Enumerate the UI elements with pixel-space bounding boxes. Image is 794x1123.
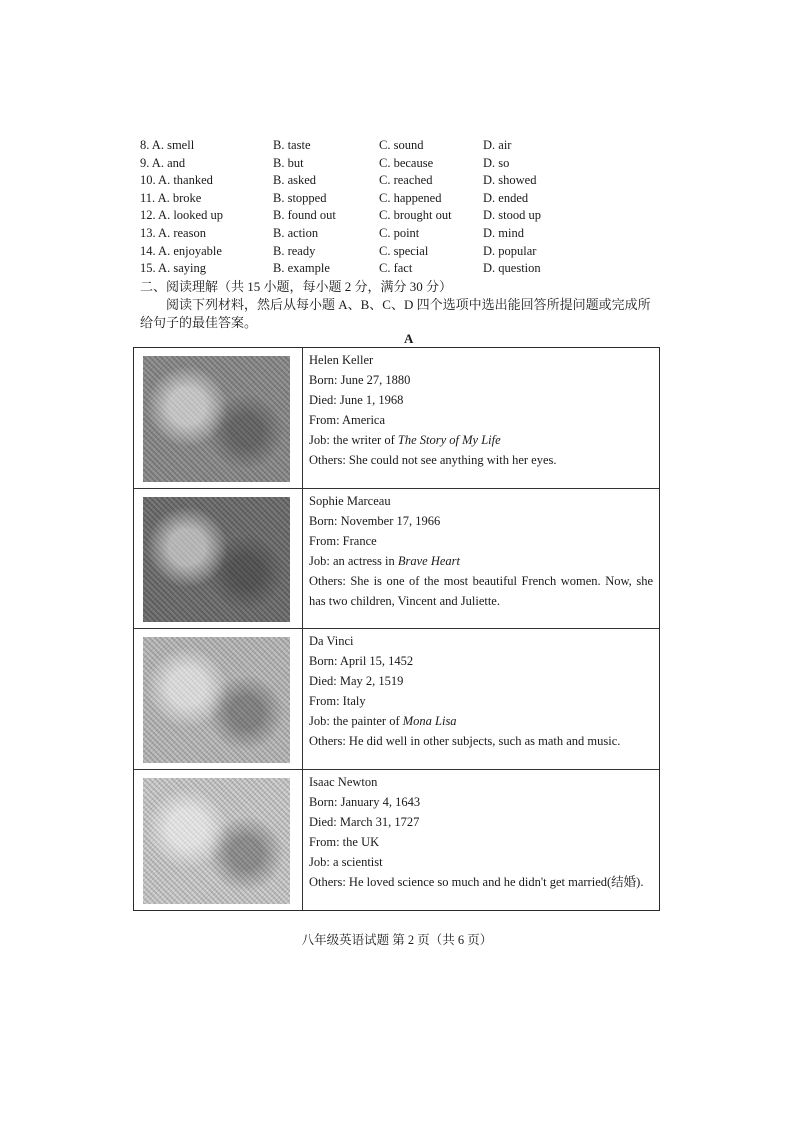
person-job xyxy=(309,852,653,872)
option-c: C. reached xyxy=(379,173,433,188)
option-b: B. stopped xyxy=(273,190,327,205)
portrait-photo xyxy=(143,356,290,482)
person-from: From: France xyxy=(309,533,377,548)
photo-cell xyxy=(134,489,303,629)
option-b: B. but xyxy=(273,155,304,170)
option-c: C. sound xyxy=(379,138,424,152)
job-prefix: Job: an actress in xyxy=(309,553,398,568)
option-c: C. happened xyxy=(379,190,442,205)
person-died: Died: June 1, 1968 xyxy=(309,393,404,407)
page-footer: 八年级英语试题 第 2 页（共 6 页） xyxy=(301,933,493,947)
option-b: B. found out xyxy=(273,208,336,223)
option-row xyxy=(140,243,700,261)
portrait-photo xyxy=(143,497,290,623)
option-d: D. mind xyxy=(483,225,524,240)
cloze-options xyxy=(140,137,700,278)
option-b: B. asked xyxy=(273,173,317,188)
person-from: From: the UK xyxy=(309,834,380,849)
option-c: C. brought out xyxy=(379,208,452,223)
option-d: D. air xyxy=(483,138,512,152)
option-row xyxy=(140,172,700,190)
info-cell xyxy=(303,489,659,629)
job-prefix: Job: the painter of xyxy=(309,714,403,728)
person-name: Helen Keller xyxy=(309,353,374,367)
option-a: 12. A. looked up xyxy=(140,208,223,223)
person-others: Others: She is one of the most beautiful French women. Now, she has two children, Vincent and Juliette. xyxy=(309,573,653,608)
person-died: Died: March 31, 1727 xyxy=(309,814,420,829)
person-row-isaac-newton xyxy=(134,770,659,911)
photo-cell xyxy=(134,770,303,911)
option-b: B. example xyxy=(273,261,330,276)
portrait-photo xyxy=(143,778,290,905)
option-row xyxy=(140,260,700,278)
option-a: 10. A. thanked xyxy=(140,173,213,188)
option-a: 13. A. reason xyxy=(140,225,206,240)
photo-cell xyxy=(134,629,303,769)
job-title: Brave Heart xyxy=(397,553,461,568)
option-row xyxy=(140,190,700,208)
option-row xyxy=(140,137,700,155)
people-table xyxy=(133,347,660,911)
person-row-sophie-marceau xyxy=(134,489,659,630)
job-title: The Story of My Life xyxy=(397,433,501,447)
section-title: 二、阅读理解（共 15 小题，每小题 2 分，满分 30 分） xyxy=(140,279,453,294)
passage-label: A xyxy=(404,331,414,346)
option-a: 14. A. enjoyable xyxy=(140,243,222,258)
person-born: Born: June 27, 1880 xyxy=(309,373,411,387)
option-a: 8. A. smell xyxy=(140,138,195,152)
person-job xyxy=(309,711,653,731)
option-b: B. action xyxy=(273,225,319,240)
job-prefix: Job: a scientist xyxy=(309,854,383,869)
person-others: Others: She could not see anything with her eyes. xyxy=(309,453,557,467)
person-name: Sophie Marceau xyxy=(309,493,391,508)
portrait-photo xyxy=(143,637,290,763)
option-row xyxy=(140,207,700,225)
job-title: Mona Lisa xyxy=(402,714,457,728)
person-born: Born: November 17, 1966 xyxy=(309,513,441,528)
person-from: From: Italy xyxy=(309,694,366,708)
person-job xyxy=(309,551,653,571)
option-d: D. so xyxy=(483,155,510,170)
info-cell xyxy=(303,629,659,769)
option-a: 9. A. and xyxy=(140,155,186,170)
photo-cell xyxy=(134,348,303,488)
person-born: Born: January 4, 1643 xyxy=(309,794,421,809)
info-cell xyxy=(303,770,659,911)
option-d: D. showed xyxy=(483,173,537,188)
option-b: B. ready xyxy=(273,243,316,258)
option-row xyxy=(140,155,700,173)
job-prefix: Job: the writer of xyxy=(309,433,398,447)
option-d: D. stood up xyxy=(483,208,541,223)
option-d: D. popular xyxy=(483,243,537,258)
person-died: Died: May 2, 1519 xyxy=(309,674,404,688)
person-name: Isaac Newton xyxy=(309,774,378,789)
option-c: C. point xyxy=(379,225,420,240)
person-name: Da Vinci xyxy=(309,634,354,648)
person-born: Born: April 15, 1452 xyxy=(309,654,414,668)
person-job xyxy=(309,430,653,450)
person-from: From: America xyxy=(309,413,386,427)
person-row-helen-keller xyxy=(134,348,659,489)
option-b: B. taste xyxy=(273,138,311,152)
info-cell xyxy=(303,348,659,488)
option-c: C. because xyxy=(379,155,434,170)
section-instruction: 阅读下列材料，然后从每小题 A、B、C、D 四个选项中选出能回答所提问题或完成所给句子的最佳答案。 xyxy=(140,297,651,330)
option-d: D. question xyxy=(483,261,541,276)
option-a: 11. A. broke xyxy=(140,190,202,205)
option-c: C. special xyxy=(379,243,429,258)
person-others: Others: He did well in other subjects, such as math and music. xyxy=(309,734,621,748)
person-row-da-vinci xyxy=(134,629,659,770)
option-row xyxy=(140,225,700,243)
option-d: D. ended xyxy=(483,190,529,205)
option-a: 15. A. saying xyxy=(140,261,206,276)
person-others: Others: He loved science so much and he didn't get married(结婚). xyxy=(309,874,644,889)
option-c: C. fact xyxy=(379,261,413,276)
